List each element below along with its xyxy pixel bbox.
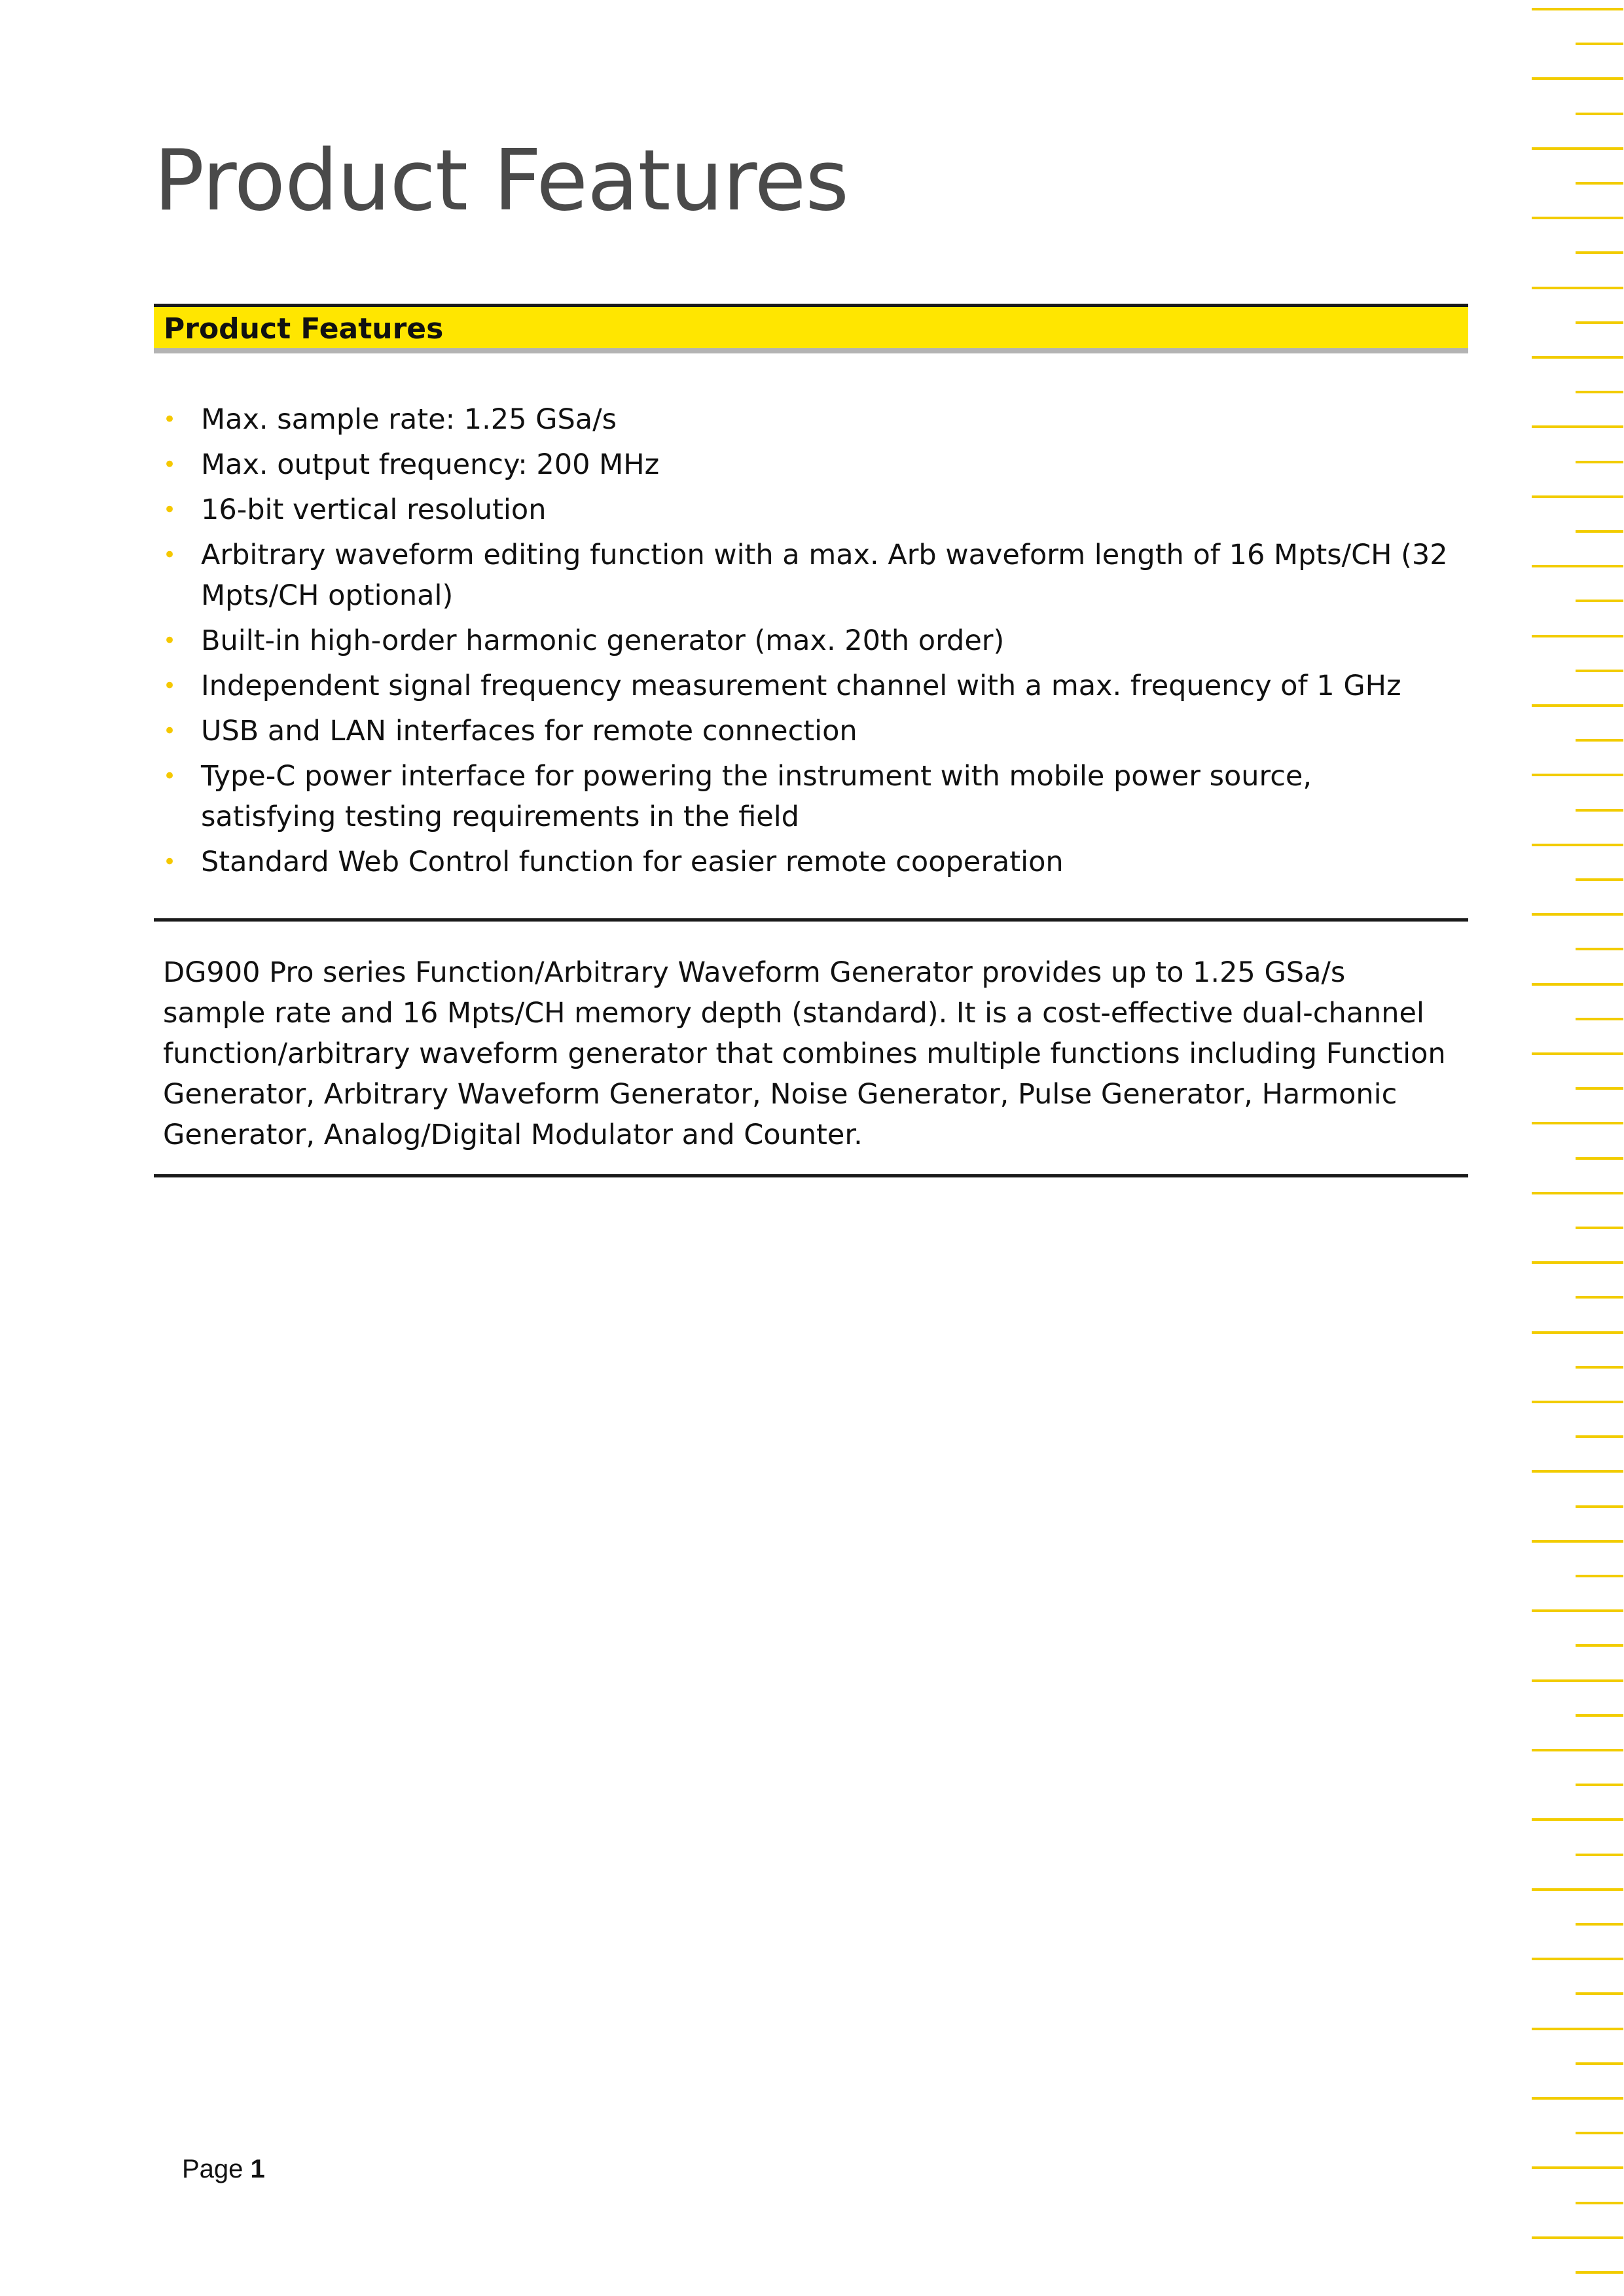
margin-tick xyxy=(1576,391,1623,393)
divider-line xyxy=(154,918,1468,922)
divider-line xyxy=(154,1174,1468,1177)
margin-tick xyxy=(1576,2271,1623,2274)
margin-tick xyxy=(1576,1854,1623,1856)
margin-tick xyxy=(1576,1923,1623,1926)
margin-tick xyxy=(1532,1540,1623,1543)
feature-item xyxy=(154,620,1450,661)
margin-tick xyxy=(1532,983,1623,986)
margin-tick xyxy=(1576,1575,1623,1577)
bullet-icon: • xyxy=(163,628,177,654)
feature-item xyxy=(154,711,1450,751)
margin-tick xyxy=(1532,1192,1623,1194)
bullet-icon: • xyxy=(163,406,177,433)
margin-tick xyxy=(1532,1749,1623,1751)
margin-tick xyxy=(1576,1227,1623,1229)
feature-text: 16-bit vertical resolution xyxy=(201,493,547,526)
margin-tick xyxy=(1532,2028,1623,2030)
feature-item xyxy=(154,666,1450,706)
margin-tick xyxy=(1576,2132,1623,2134)
margin-tick xyxy=(1532,147,1623,150)
margin-tick xyxy=(1532,2236,1623,2239)
margin-tick xyxy=(1576,1714,1623,1717)
margin-tick xyxy=(1576,1087,1623,1090)
margin-tick xyxy=(1532,425,1623,428)
margin-tick xyxy=(1532,8,1623,10)
margin-tick xyxy=(1532,704,1623,707)
margin-tick xyxy=(1576,739,1623,742)
margin-tick xyxy=(1532,217,1623,219)
margin-tick xyxy=(1576,2062,1623,2065)
margin-tick xyxy=(1532,1888,1623,1891)
margin-tick xyxy=(1532,1122,1623,1124)
feature-text: Type-C power interface for powering the instrument with mobile power source, satisfying testing requirements in the field xyxy=(201,760,1312,833)
bullet-icon: • xyxy=(163,763,177,789)
margin-tick xyxy=(1532,844,1623,846)
feature-item xyxy=(154,535,1450,616)
feature-text: Built-in high-order harmonic generator (max. 20th order) xyxy=(201,624,1005,657)
bullet-icon: • xyxy=(163,497,177,523)
page-number-value: 1 xyxy=(250,2155,265,2183)
margin-tick xyxy=(1576,2202,1623,2204)
margin-tick xyxy=(1576,809,1623,812)
margin-tick xyxy=(1532,2097,1623,2100)
margin-tick xyxy=(1576,878,1623,881)
margin-tick xyxy=(1576,43,1623,45)
feature-text: USB and LAN interfaces for remote connection xyxy=(201,715,857,747)
margin-tick xyxy=(1576,1018,1623,1020)
margin-tick xyxy=(1576,1366,1623,1369)
margin-tick xyxy=(1532,1958,1623,1960)
description-paragraph: DG900 Pro series Function/Arbitrary Waveform Generator provides up to 1.25 GSa/s sample rate and 16 Mpts/CH memory depth (standard). It is a cost-effective dual-channel function/arbitrary waveform generator that combines multiple functions including Function Generator, Arbitrary Waveform Generator, Noise Generator, Pulse Generator, Harmonic Generator, Analog/Digital Modulator and Counter. xyxy=(163,956,1446,1151)
margin-tick xyxy=(1576,251,1623,254)
margin-tick xyxy=(1532,565,1623,567)
feature-text: Max. sample rate: 1.25 GSa/s xyxy=(201,403,617,436)
bullet-icon: • xyxy=(163,718,177,744)
margin-tick xyxy=(1532,356,1623,359)
margin-tick xyxy=(1576,461,1623,463)
margin-tick xyxy=(1532,1331,1623,1334)
margin-tick xyxy=(1532,1470,1623,1473)
feature-text: Standard Web Control function for easier remote cooperation xyxy=(201,846,1064,878)
margin-tick xyxy=(1532,495,1623,498)
feature-text: Independent signal frequency measurement channel with a max. frequency of 1 GHz xyxy=(201,670,1401,702)
margin-tick xyxy=(1532,1609,1623,1612)
section-header-label: Product Features xyxy=(164,312,444,346)
feature-item xyxy=(154,490,1450,530)
margin-tick xyxy=(1532,1679,1623,1682)
margin-tick xyxy=(1576,530,1623,533)
feature-item xyxy=(154,842,1450,882)
margin-tick xyxy=(1576,948,1623,950)
margin-tick xyxy=(1576,1992,1623,1995)
feature-list xyxy=(154,399,1450,887)
margin-tick xyxy=(1532,1818,1623,1821)
page-title: Product Features xyxy=(154,132,849,230)
margin-tick xyxy=(1576,1435,1623,1438)
section-header-bar xyxy=(154,304,1468,353)
margin-tick xyxy=(1576,1157,1623,1160)
margin-tick xyxy=(1576,1644,1623,1647)
margin-tick xyxy=(1532,1052,1623,1055)
margin-tick xyxy=(1532,287,1623,289)
margin-tick xyxy=(1532,77,1623,80)
feature-item xyxy=(154,756,1450,837)
margin-tick xyxy=(1576,182,1623,185)
margin-tick xyxy=(1576,670,1623,672)
margin-tick xyxy=(1532,913,1623,916)
margin-tick xyxy=(1532,2166,1623,2169)
margin-tick xyxy=(1532,1261,1623,1264)
margin-tick xyxy=(1532,1401,1623,1403)
feature-text: Max. output frequency: 200 MHz xyxy=(201,448,660,481)
bullet-icon: • xyxy=(163,673,177,699)
margin-tick xyxy=(1532,635,1623,637)
feature-item xyxy=(154,444,1450,485)
page-number xyxy=(182,2155,265,2184)
bullet-icon: • xyxy=(163,452,177,478)
margin-tick xyxy=(1576,321,1623,324)
margin-tick xyxy=(1576,1784,1623,1786)
margin-tick xyxy=(1576,1296,1623,1299)
margin-tick xyxy=(1576,600,1623,602)
feature-text: Arbitrary waveform editing function with a max. Arb waveform length of 16 Mpts/CH (32 Mpts/CH optional) xyxy=(201,539,1448,612)
feature-item xyxy=(154,399,1450,440)
bullet-icon: • xyxy=(163,849,177,875)
bullet-icon: • xyxy=(163,542,177,568)
margin-tick-strip xyxy=(1528,0,1624,2296)
page-label: Page xyxy=(182,2155,244,2183)
margin-tick xyxy=(1576,113,1623,115)
margin-tick xyxy=(1576,1505,1623,1508)
margin-tick xyxy=(1532,774,1623,776)
